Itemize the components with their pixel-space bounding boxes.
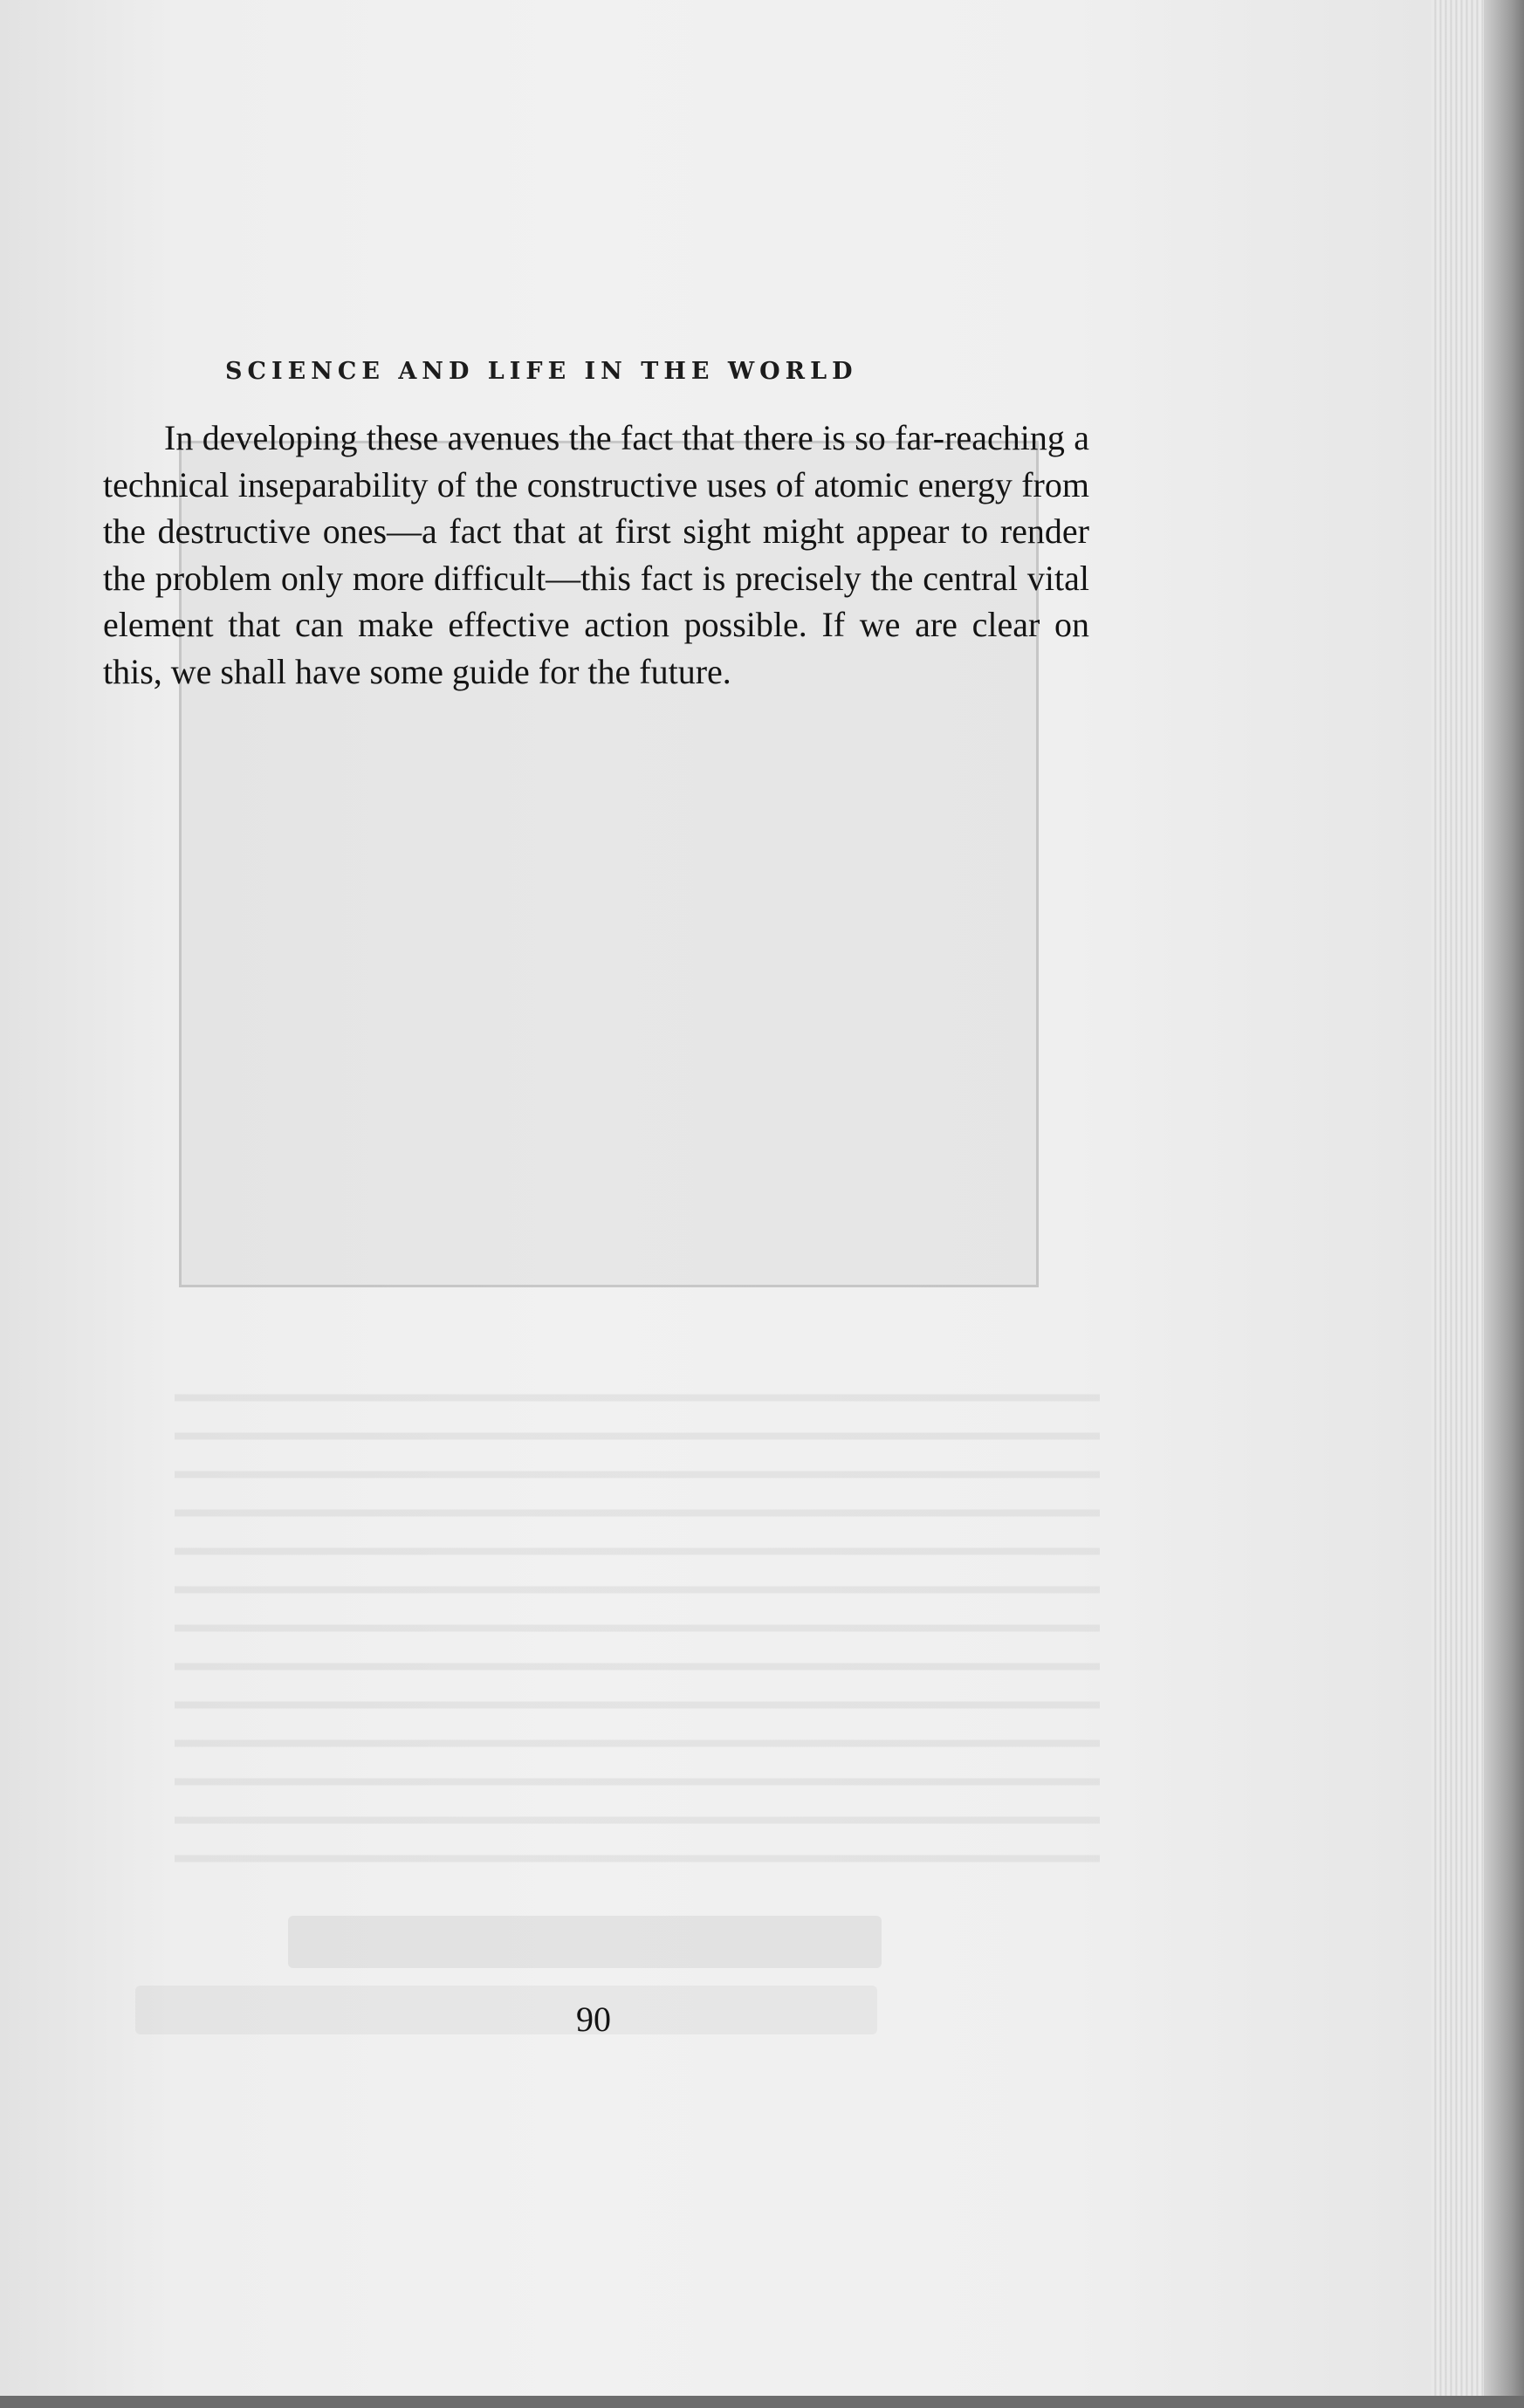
page-number: 90 bbox=[576, 2000, 611, 2039]
scanner-bottom-edge bbox=[0, 2396, 1524, 2408]
running-head: SCIENCE AND LIFE IN THE WORLD bbox=[225, 358, 858, 385]
show-through-caption bbox=[175, 1375, 1100, 1863]
show-through-title bbox=[288, 1916, 882, 1968]
show-through-subtitle bbox=[135, 1986, 877, 2034]
page-stack-shadow bbox=[1484, 0, 1524, 2408]
body-paragraph: In developing these avenues the fact that there is so far-reaching a technical inseparability of the constructive uses of atomic energy from the destructive ones—a fact that at first sight might appear to render the problem only more difficult—this fact is precisely the central vital element that can make effective action possible. If we are clear on this, we shall have some guide for the future. bbox=[103, 418, 1089, 691]
